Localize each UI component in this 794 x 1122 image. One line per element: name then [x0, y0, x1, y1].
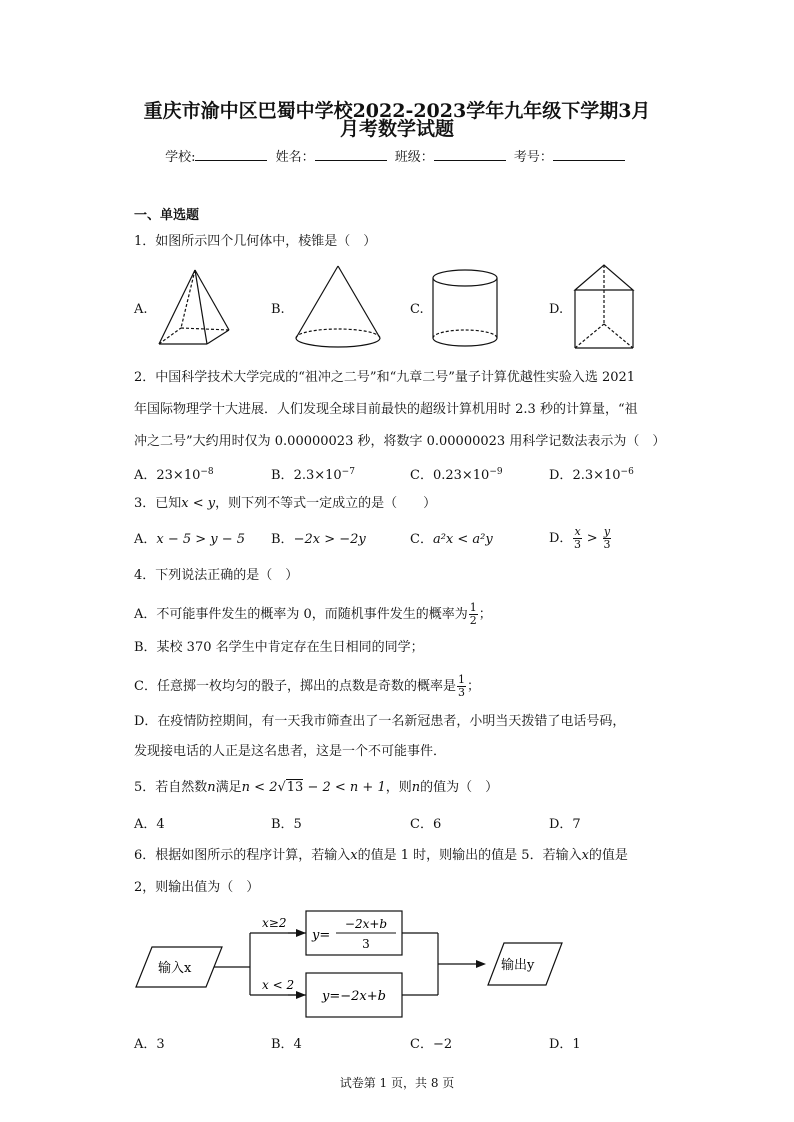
name-label: 姓名： [275, 150, 315, 165]
q6-option-b[interactable]: B．4 [271, 1037, 302, 1052]
student-info [0, 146, 794, 165]
arrow-head-bottom [296, 991, 306, 999]
q6-line-2: 2，则输出值为（ ） [134, 880, 260, 895]
q5-stem: 5．若自然数n满足n < 2√13 − 2 < n + 1，则n的值为（ ） [134, 780, 499, 795]
flow-top-numerator: −2x+b [344, 917, 388, 931]
flow-top-denominator: 3 [362, 937, 370, 951]
flow-output-label: 输出y [501, 958, 535, 973]
title-line-2: 月考数学试题 [339, 118, 454, 140]
q1-option-c-label[interactable]: C. [410, 302, 424, 317]
q4-option-d-line-1[interactable]: D．在疫情防控期间，有一天我市筛查出了一名新冠患者，小明当天拨错了电话号码， [134, 714, 626, 729]
q6-line-1: 6．根据如图所示的程序计算，若输入x的值是 1 时，则输出的值是 5．若输入x的值是 [134, 848, 628, 863]
q3-option-b[interactable]: B．−2x > −2y [271, 532, 366, 547]
q3-option-a[interactable]: A．x − 5 > y − 5 [134, 532, 246, 547]
q4-option-d-line-2: 发现接电话的人正是这名患者，这是一个不可能事件． [134, 744, 447, 759]
q1-option-d-label[interactable]: D. [549, 302, 564, 317]
q2-line-2: 年国际物理学十大进展．人们发现全球目前最快的超级计算机用时 2.3 秒的计算量，“祖 [134, 402, 638, 417]
school-blank[interactable] [195, 149, 267, 161]
q1-option-b-label[interactable]: B. [271, 302, 285, 317]
q4-option-b[interactable]: B．某校 370 名学生中肯定存在生日相同的同学； [134, 640, 424, 655]
cone-icon [293, 264, 383, 350]
q2-option-c[interactable]: C．$0.23\times 10^{-9}$ [410, 467, 503, 483]
class-blank[interactable] [434, 149, 506, 161]
q3-stem: 3．已知x < y，则下列不等式一定成立的是（ ） [134, 496, 437, 511]
flow-input-label: 输入x [158, 961, 192, 976]
class-label: 班级： [394, 150, 434, 165]
flow-bottom-formula: y=−2x+b [322, 989, 386, 1004]
q2-line-3: 冲之二号”大约用时仅为 0.00000023 秒，将数字 0.00000023 用科学记数法表示为（ ） [134, 434, 666, 449]
q5-option-b[interactable]: B．5 [271, 817, 302, 832]
q6-option-a[interactable]: A．3 [134, 1037, 165, 1052]
pyramid-icon [155, 266, 235, 350]
cylinder-icon [430, 268, 500, 350]
prism-icon [572, 262, 636, 352]
q2-option-d[interactable]: D．$2.3\times 10^{-6}$ [549, 467, 634, 483]
section-heading: 一、单选题 [134, 208, 200, 223]
arrow-head-main [476, 960, 486, 968]
arrow-head-top [296, 929, 306, 937]
q6-option-d[interactable]: D．1 [549, 1037, 581, 1052]
q6-flowchart [130, 905, 570, 1030]
title-line-1: 重庆市渝中区巴蜀中学校2022-2023学年九年级下学期3月 [143, 100, 651, 122]
q1-option-a-label[interactable]: A. [134, 302, 148, 317]
q4-option-c[interactable]: C．任意掷一枚均匀的骰子，掷出的点数是奇数的概率是 $\frac{1}{3}$ ； [134, 673, 480, 699]
q2-option-b[interactable]: B．$2.3\times 10^{-7}$ [271, 467, 355, 483]
q5-option-d[interactable]: D．7 [549, 817, 581, 832]
q1-stem: 1．如图所示四个几何体中，棱锥是（ ） [134, 234, 377, 249]
q4-option-a[interactable]: A．不可能事件发生的概率为 0，而随机事件发生的概率为 $\frac{1}{2}$ ； [134, 601, 492, 627]
q2-option-a[interactable]: A．$23\times 10^{-8}$ [134, 467, 214, 483]
flow-top-lhs: y= [312, 928, 331, 943]
q3-condition: x < y [181, 496, 216, 511]
flow-cond-bottom: x < 2 [262, 978, 295, 992]
page-footer: 试卷第 1 页，共 8 页 [339, 1076, 455, 1090]
flow-cond-top: x≥2 [262, 916, 287, 930]
school-label: 学校: [165, 150, 196, 165]
q3-option-c[interactable]: C．a²x < a²y [410, 532, 493, 547]
q4-stem: 4．下列说法正确的是（ ） [134, 568, 299, 583]
q5-option-a[interactable]: A．4 [134, 817, 165, 832]
name-blank[interactable] [315, 149, 387, 161]
q6-option-c[interactable]: C．−2 [410, 1037, 453, 1052]
q5-option-c[interactable]: C．6 [410, 817, 442, 832]
q2-line-1: 2．中国科学技术大学完成的“祖冲之二号”和“九章二号”量子计算优越性实验入选 2021 [134, 370, 636, 385]
q3-option-d[interactable]: D． $\frac{x}{3}$ > $\frac{y}{3}$ [549, 525, 611, 551]
number-label: 考号： [513, 150, 553, 165]
number-blank[interactable] [553, 149, 625, 161]
